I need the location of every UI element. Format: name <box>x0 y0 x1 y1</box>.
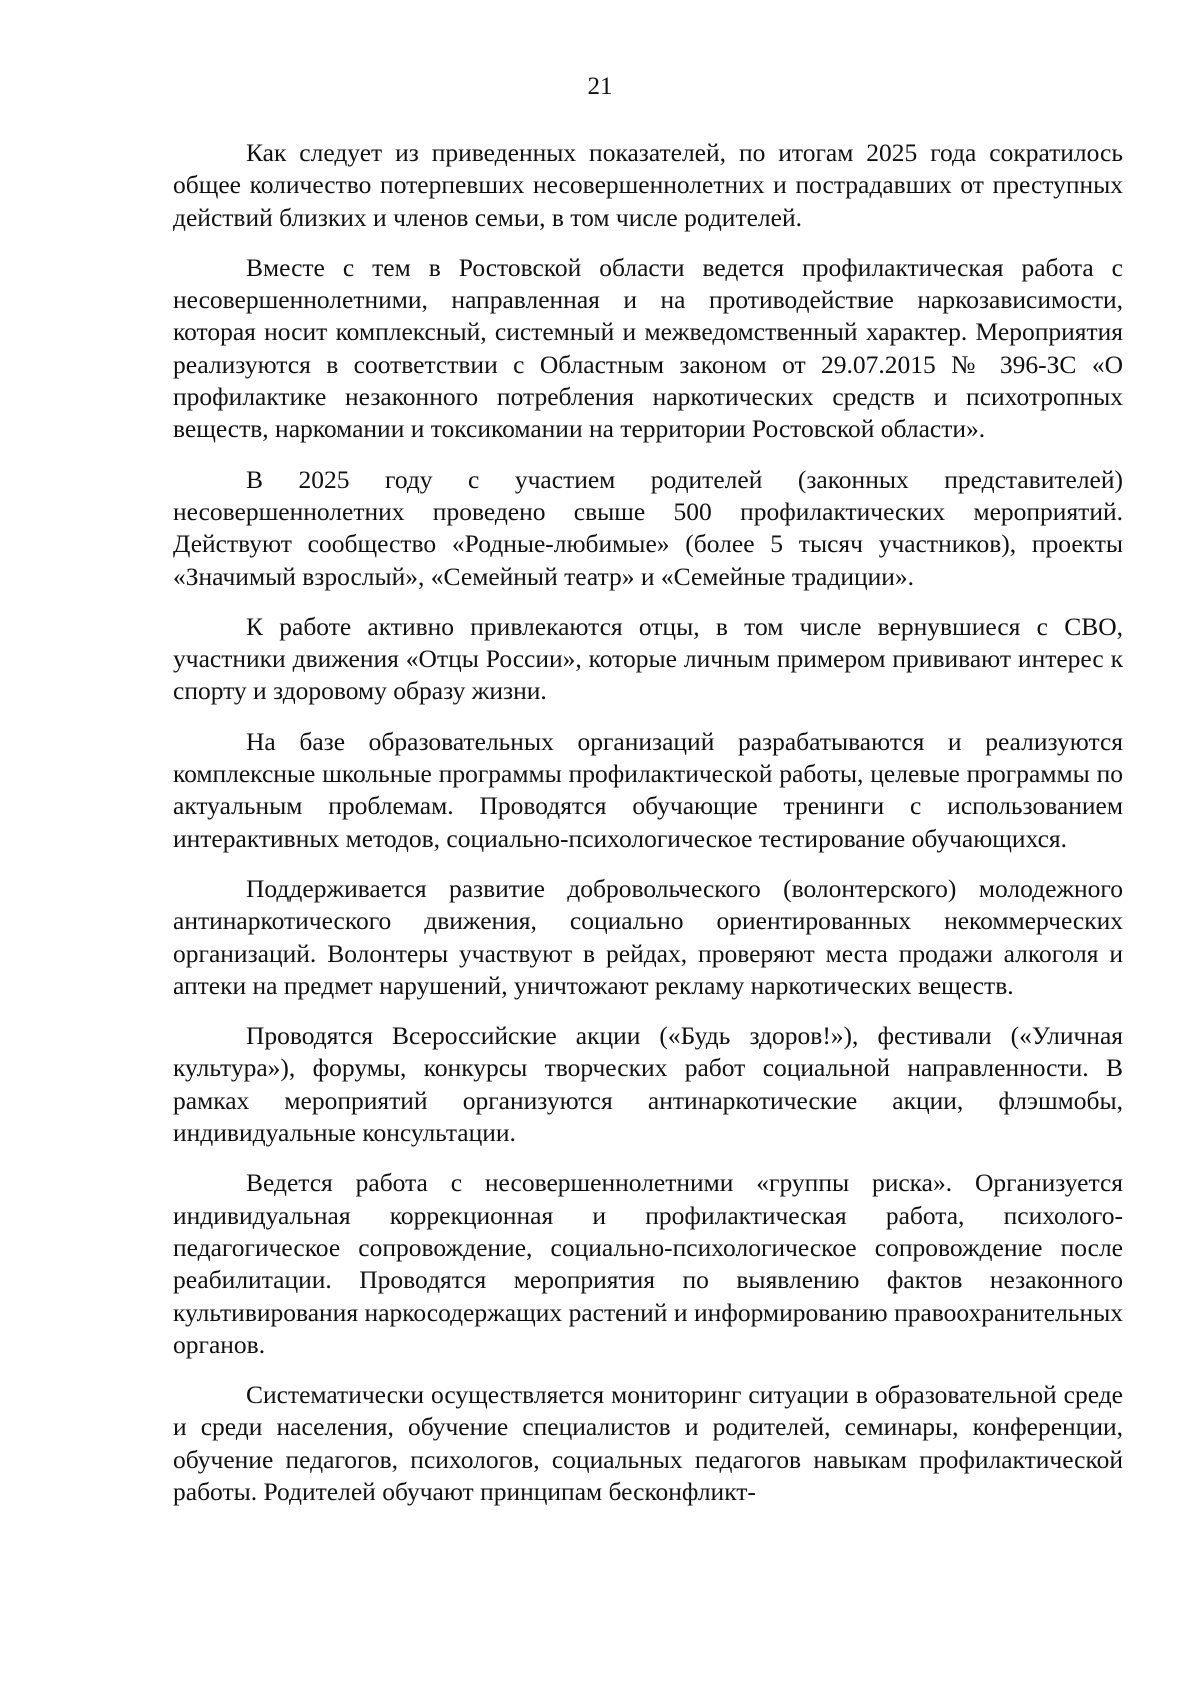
paragraph-2: Вместе с тем в Ростовской области ведется профилактическая работа с несовершеннолетними, направленная и на противодействие наркозависимости, которая носит комплексный, системный и межведомственный характер. Мероприятия реализуются в соответствии с Областным законом от 29.07.2015 № 396-ЗС «О профилактике незаконного потребления наркотических средств и психотропных веществ, наркомании и токсикомании на территории Ростовской области». <box>173 252 1123 444</box>
document-body <box>173 137 1123 1526</box>
paragraph-4: К работе активно привлекаются отцы, в том числе вернувшиеся с СВО, участники движения «Отцы России», которые личным примером прививают интерес к спорту и здоровому образу жизни. <box>173 611 1123 706</box>
paragraph-1: Как следует из приведенных показателей, по итогам 2025 года сократилось общее количество потерпевших несовершеннолетних и пострадавших от преступных действий близких и членов семьи, в том числе родителей. <box>173 138 1123 232</box>
paragraph-3: В 2025 году с участием родителей (законных представителей) несовершеннолетних проведено свыше 500 профилактических мероприятий. Действуют сообщество «Родные-любимые» (более 5 тысяч участников), проекты «Значимый взрослый», «Семейный театр» и «Семейные традиции». <box>173 464 1123 591</box>
paragraph-7: Проводятся Всероссийские акции («Будь здоров!»), фестивали («Уличная культура»), форумы, конкурсы творческих работ социальной направленности. В рамках мероприятий организуются антинаркотические акции, флэшмобы, индивидуальные консультации. <box>173 1021 1123 1148</box>
paragraph-9: Систематически осуществляется мониторинг ситуации в образовательной среде и среди населения, обучение специалистов и родителей, семинары, конференции, обучение педагогов, психологов, социальных педагогов навыкам профилактической работы. Родителей обучают принципам бесконфликт- <box>173 1380 1123 1506</box>
page-number: 21 <box>587 73 613 100</box>
paragraph-5: На базе образовательных организаций разрабатываются и реализуются комплексные школьные программы профилактической работы, целевые программы по актуальным проблемам. Проводятся обучающие тренинги с использованием интерактивных методов, социально-психологическое тестирование обучающихся. <box>173 726 1123 853</box>
paragraph-6: Поддерживается развитие добровольческого (волонтерского) молодежного антинаркотического движения, социально ориентированных некоммерческих организаций. Волонтеры участвуют в рейдах, проверяют места продажи алкоголя и аптеки на предмет нарушений, уничтожают рекламу наркотических веществ. <box>173 873 1123 1000</box>
paragraph-8: Ведется работа с несовершеннолетними «группы риска». Организуется индивидуальная коррекционная и профилактическая работа, психолого-педагогическое сопровождение, социально-психологическое сопровождение после реабилитации. Проводятся мероприятия по выявлению фактов незаконного культивирования наркосодержащих растений и информированию правоохранительных органов. <box>173 1168 1123 1359</box>
